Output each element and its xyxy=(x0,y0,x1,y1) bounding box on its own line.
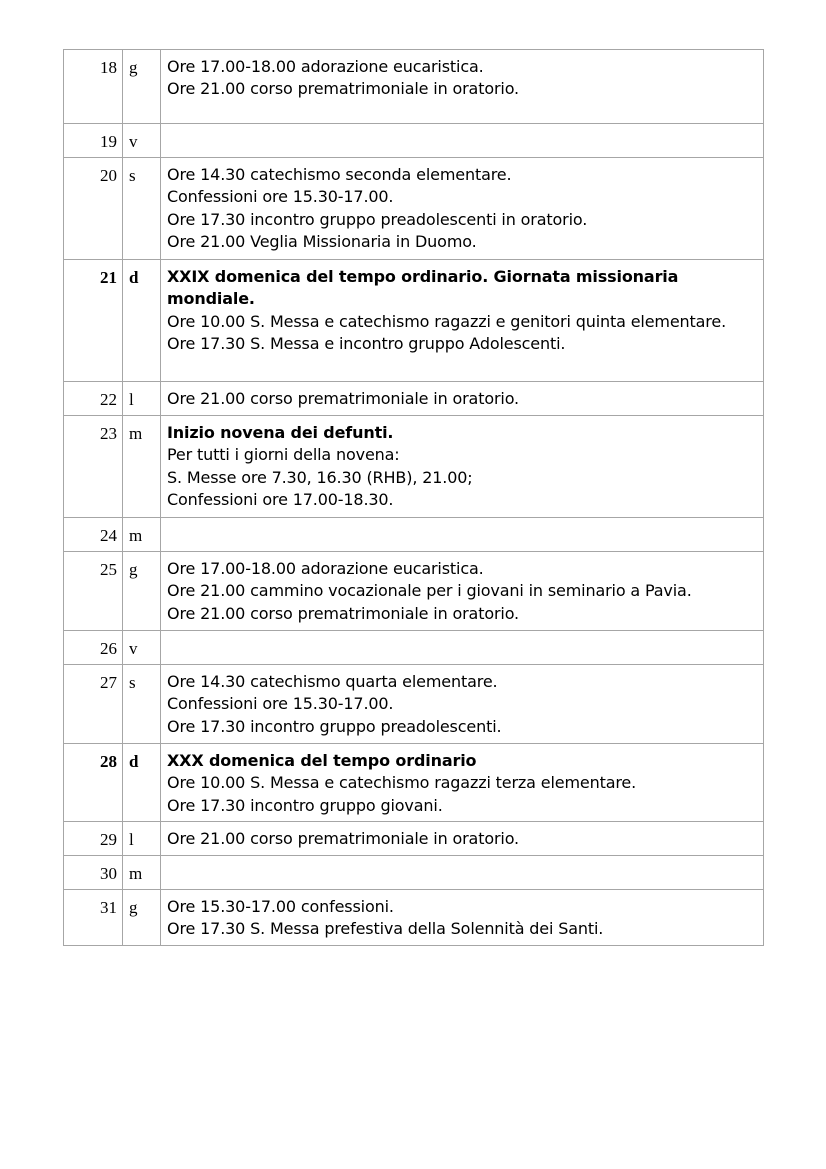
event-line: S. Messe ore 7.30, 16.30 (RHB), 21.00; xyxy=(167,467,473,487)
weekday-letter: g xyxy=(123,890,161,946)
events-cell xyxy=(161,552,764,631)
day-number: 22 xyxy=(64,382,123,416)
weekday-letter: v xyxy=(123,631,161,665)
event-line: Ore 17.30 incontro gruppo preadolescenti in oratorio. xyxy=(167,209,588,229)
calendar-body xyxy=(64,50,764,946)
day-number: 18 xyxy=(64,50,123,124)
event-line: Ore 21.00 corso prematrimoniale in oratorio. xyxy=(167,79,519,99)
day-row-18 xyxy=(64,50,764,124)
calendar-table xyxy=(63,49,764,946)
day-row-22 xyxy=(64,382,764,416)
day-row-20 xyxy=(64,158,764,260)
day-row-27 xyxy=(64,665,764,744)
weekday-letter: g xyxy=(123,50,161,124)
day-number: 28 xyxy=(64,744,123,822)
event-line: Per tutti i giorni della novena: xyxy=(167,445,400,465)
day-row-26 xyxy=(64,631,764,665)
event-line: Ore 14.30 catechismo seconda elementare. xyxy=(167,165,512,184)
day-row-19 xyxy=(64,124,764,158)
day-number: 24 xyxy=(64,518,123,552)
weekday-letter: s xyxy=(123,665,161,744)
event-line: Ore 17.30 incontro gruppo giovani. xyxy=(167,795,443,815)
weekday-letter: m xyxy=(123,416,161,518)
weekday-letter: d xyxy=(123,260,161,382)
event-line: Ore 17.00-18.00 adorazione eucaristica. xyxy=(167,57,484,76)
events-cell xyxy=(161,518,764,552)
event-line: Ore 10.00 S. Messa e catechismo ragazzi terza elementare. xyxy=(167,773,637,793)
event-line: Ore 21.00 cammino vocazionale per i giovani in seminario a Pavia. xyxy=(167,581,692,601)
weekday-letter: v xyxy=(123,124,161,158)
day-number: 31 xyxy=(64,890,123,946)
events-cell xyxy=(161,822,764,856)
day-number: 29 xyxy=(64,822,123,856)
day-number: 30 xyxy=(64,856,123,890)
event-line: Ore 21.00 corso prematrimoniale in oratorio. xyxy=(167,389,519,408)
day-row-29 xyxy=(64,822,764,856)
event-line: Confessioni ore 17.00-18.30. xyxy=(167,489,394,509)
day-number: 19 xyxy=(64,124,123,158)
weekday-letter: l xyxy=(123,822,161,856)
weekday-letter: g xyxy=(123,552,161,631)
day-number: 26 xyxy=(64,631,123,665)
event-line: Ore 17.30 S. Messa e incontro gruppo Adolescenti. xyxy=(167,333,566,353)
day-row-28 xyxy=(64,744,764,822)
event-line: Ore 10.00 S. Messa e catechismo ragazzi e genitori quinta elementare. xyxy=(167,311,727,331)
event-line: Ore 17.00-18.00 adorazione eucaristica. xyxy=(167,559,484,578)
day-number: 21 xyxy=(64,260,123,382)
event-line: Confessioni ore 15.30-17.00. xyxy=(167,187,394,207)
day-number: 27 xyxy=(64,665,123,744)
events-cell xyxy=(161,416,764,518)
events-cell xyxy=(161,382,764,416)
event-heading: XXIX domenica del tempo ordinario. Giornata missionaria mondiale. xyxy=(167,267,679,309)
event-line: Ore 17.30 S. Messa prefestiva della Solennità dei Santi. xyxy=(167,919,604,939)
weekday-letter: s xyxy=(123,158,161,260)
day-row-24 xyxy=(64,518,764,552)
events-cell xyxy=(161,124,764,158)
day-row-23 xyxy=(64,416,764,518)
events-cell xyxy=(161,856,764,890)
events-cell xyxy=(161,50,764,124)
day-row-30 xyxy=(64,856,764,890)
events-cell xyxy=(161,744,764,822)
event-line: Ore 21.00 corso prematrimoniale in oratorio. xyxy=(167,829,519,848)
event-heading: Inizio novena dei defunti. xyxy=(167,423,394,442)
weekday-letter: m xyxy=(123,856,161,890)
events-cell xyxy=(161,631,764,665)
day-row-21 xyxy=(64,260,764,382)
events-cell xyxy=(161,665,764,744)
day-row-25 xyxy=(64,552,764,631)
day-row-31 xyxy=(64,890,764,946)
weekday-letter: d xyxy=(123,744,161,822)
events-cell xyxy=(161,260,764,382)
event-line: Ore 17.30 incontro gruppo preadolescenti. xyxy=(167,716,502,736)
event-line: Ore 15.30-17.00 confessioni. xyxy=(167,897,394,916)
day-number: 25 xyxy=(64,552,123,631)
event-line: Ore 21.00 corso prematrimoniale in oratorio. xyxy=(167,603,519,623)
events-cell xyxy=(161,890,764,946)
events-cell xyxy=(161,158,764,260)
weekday-letter: m xyxy=(123,518,161,552)
event-heading: XXX domenica del tempo ordinario xyxy=(167,751,477,770)
event-line: Ore 14.30 catechismo quarta elementare. xyxy=(167,672,498,691)
day-number: 20 xyxy=(64,158,123,260)
day-number: 23 xyxy=(64,416,123,518)
event-line: Confessioni ore 15.30-17.00. xyxy=(167,694,394,714)
event-line: Ore 21.00 Veglia Missionaria in Duomo. xyxy=(167,231,477,251)
weekday-letter: l xyxy=(123,382,161,416)
